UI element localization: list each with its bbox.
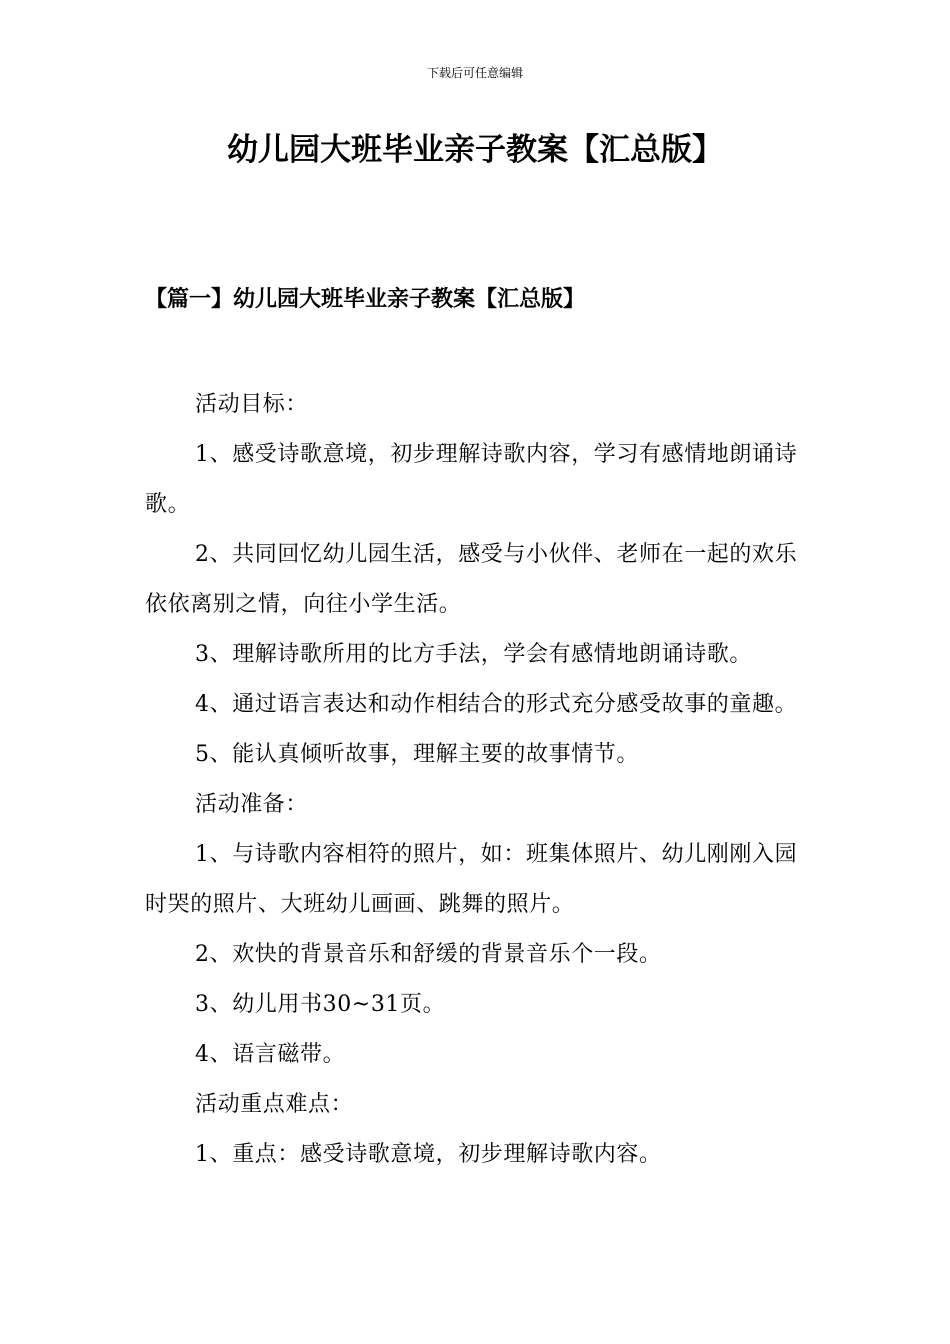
paragraph: 1、感受诗歌意境，初步理解诗歌内容，学习有感情地朗诵诗歌。 [145, 442, 798, 517]
document-title: 幼儿园大班毕业亲子教案【汇总版】 [227, 132, 723, 168]
paragraph: 1、与诗歌内容相符的照片，如：班集体照片、幼儿刚刚入园时哭的照片、大班幼儿画画、跳舞的照片。 [145, 842, 798, 917]
paragraph: 3、幼儿用书30~31页。 [195, 992, 446, 1017]
section-title: 【篇一】幼儿园大班毕业亲子教案【汇总版】 [145, 286, 586, 312]
paragraph: 3、理解诗歌所用的比方手法，学会有感情地朗诵诗歌。 [195, 642, 752, 667]
paragraph: 2、共同回忆幼儿园生活，感受与小伙伴、老师在一起的欢乐依依离别之情，向往小学生活。 [145, 542, 798, 617]
paragraph: 4、语言磁带。 [195, 1042, 346, 1067]
paragraph: 活动重点难点： [195, 1092, 354, 1117]
paragraph: 活动准备： [195, 792, 309, 817]
header-note: 下载后可任意编辑 [426, 66, 523, 80]
document-body [145, 380, 810, 1180]
paragraph: 活动目标： [195, 392, 309, 417]
paragraph: 4、通过语言表达和动作相结合的形式充分感受故事的童趣。 [195, 692, 798, 717]
paragraph: 2、欢快的背景音乐和舒缓的背景音乐个一段。 [195, 942, 662, 967]
paragraph: 1、重点：感受诗歌意境，初步理解诗歌内容。 [195, 1142, 662, 1167]
paragraph: 5、能认真倾听故事，理解主要的故事情节。 [195, 742, 639, 767]
